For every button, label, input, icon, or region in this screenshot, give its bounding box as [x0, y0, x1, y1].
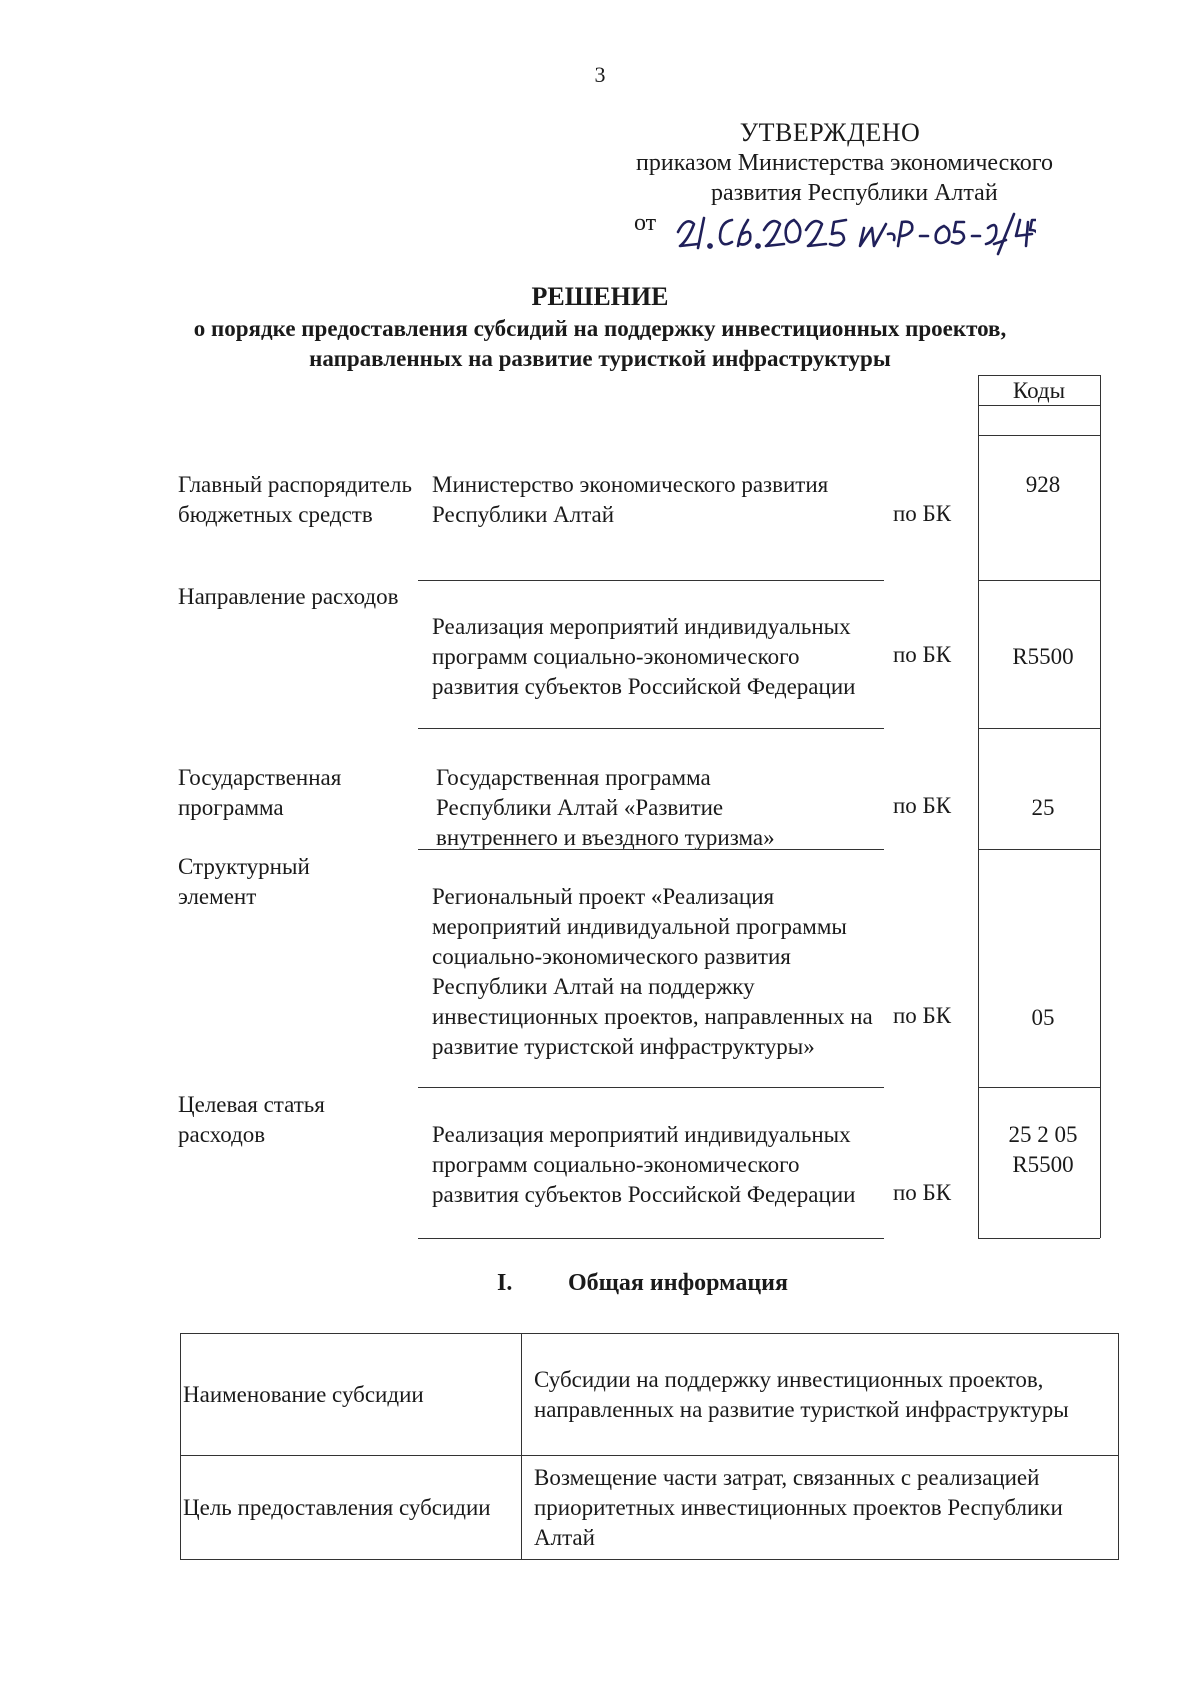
row-label-expense-direction: Направление расходов — [178, 584, 399, 609]
table-row — [181, 1334, 1119, 1456]
approval-line-2: развития Республики Алтай — [711, 180, 998, 206]
row-label-target-article: Целевая статья расходов — [178, 1092, 325, 1147]
underline-row-1 — [418, 580, 884, 581]
row-label-main-manager: Главный распорядитель бюджетных средств — [178, 472, 412, 527]
row-description-structural-element: Региональный проект «Реализация мероприятий индивидуальной программы социально-экономического развития Республики Алтай на поддержку инвестиционных проектов, направленных на развитие туристской инфраструктуры» — [432, 884, 873, 1059]
subsidy-name-label: Наименование субсидии — [181, 1334, 522, 1456]
row-description-main-manager: Министерство экономического развития Республики Алтай — [432, 472, 829, 527]
row-pobk-2: по БК — [893, 642, 952, 667]
general-info-table — [180, 1333, 1119, 1560]
row-description-state-program: Государственная программа Республики Алтай «Развитие внутреннего и въездного туризма» — [436, 765, 775, 850]
approval-from-prefix: от — [634, 210, 657, 236]
code-structural-element: 05 — [1031, 1005, 1055, 1030]
row-pobk-3: по БК — [893, 793, 952, 818]
handwritten-date-number — [676, 206, 1036, 256]
page-number: 3 — [594, 62, 606, 87]
underline-row-5 — [418, 1238, 884, 1239]
row-label-state-program: Государственная программа — [178, 765, 342, 820]
code-expense-direction: R5500 — [1012, 644, 1074, 669]
section-title: Общая информация — [568, 1270, 788, 1296]
row-description-target-article: Реализация мероприятий индивидуальных программ социально-экономического развития субъектов Российской Федерации — [432, 1122, 856, 1207]
table-row — [181, 1456, 1119, 1560]
document-title: РЕШЕНИЕ — [531, 282, 669, 311]
codes-header: Коды — [1012, 378, 1066, 403]
row-label-structural-element: Структурный элемент — [178, 854, 310, 909]
code-target-article-line-1: 25 2 05 — [1008, 1122, 1078, 1147]
subsidy-purpose-value: Возмещение части затрат, связанных с реализацией приоритетных инвестиционных проектов Республики Алтай — [522, 1456, 1119, 1560]
code-target-article-line-2: R5500 — [1012, 1152, 1074, 1177]
underline-row-3 — [418, 849, 884, 850]
subsidy-name-value: Субсидии на поддержку инвестиционных проектов, направленных на развитие туристкой инфраструктуры — [522, 1334, 1119, 1456]
row-pobk-5: по БК — [893, 1180, 952, 1205]
row-pobk-1: по БК — [893, 501, 952, 526]
row-pobk-4: по БК — [893, 1003, 952, 1028]
approval-line-1: приказом Министерства экономического — [636, 150, 1053, 176]
approval-title: УТВЕРЖДЕНО — [739, 118, 921, 147]
subsidy-purpose-label: Цель предоставления субсидии — [181, 1456, 522, 1560]
underline-row-4 — [418, 1087, 884, 1088]
document-subtitle-line-2: направленных на развитие туристкой инфраструктуры — [309, 346, 891, 371]
section-number: I. — [497, 1270, 513, 1296]
underline-row-2 — [418, 728, 884, 729]
code-main-manager: 928 — [1025, 472, 1061, 497]
document-subtitle-line-1: о порядке предоставления субсидий на поддержку инвестиционных проектов, — [193, 316, 1007, 341]
row-description-expense-direction: Реализация мероприятий индивидуальных программ социально-экономического развития субъектов Российской Федерации — [432, 614, 856, 699]
code-state-program: 25 — [1031, 795, 1055, 820]
